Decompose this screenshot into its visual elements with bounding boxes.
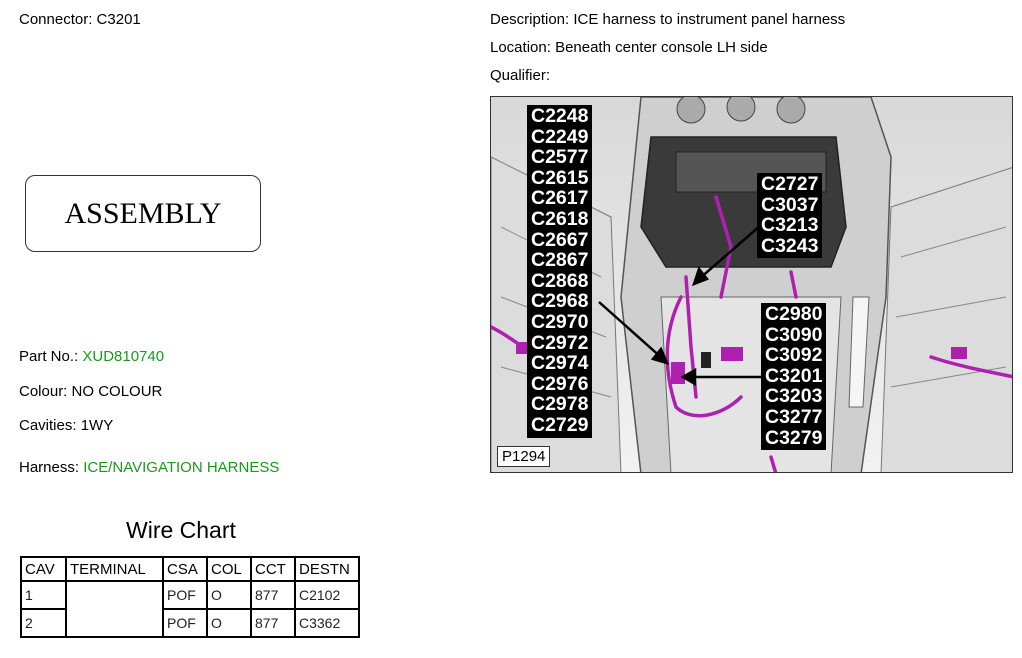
cell-terminal bbox=[66, 581, 163, 637]
wire-chart-table bbox=[20, 556, 360, 638]
colour-value: NO COLOUR bbox=[71, 383, 163, 400]
description-value: ICE harness to instrument panel harness bbox=[573, 11, 846, 28]
connector-code: C2618 bbox=[531, 207, 589, 230]
qualifier-label: Qualifier: bbox=[490, 67, 551, 84]
header-csa: CSA bbox=[163, 557, 207, 581]
location-label: Location: bbox=[490, 39, 551, 56]
header-destn: DESTN bbox=[295, 557, 359, 581]
cell-cct: 877 bbox=[251, 609, 295, 637]
bottom-right-connector-list bbox=[761, 303, 826, 450]
cell-cct: 877 bbox=[251, 581, 295, 609]
connector-code: C2667 bbox=[531, 228, 589, 251]
photo-reference-label: P1294 bbox=[497, 446, 550, 467]
wire-chart-title: Wire Chart bbox=[126, 517, 236, 543]
connector-code: C2248 bbox=[531, 105, 589, 127]
location-photo bbox=[490, 96, 1013, 473]
cell-col: O bbox=[207, 609, 251, 637]
table-row bbox=[21, 581, 359, 609]
cell-col: O bbox=[207, 581, 251, 609]
connector-code: C2615 bbox=[531, 166, 589, 189]
connector-code: C3037 bbox=[761, 193, 819, 216]
assembly-image bbox=[25, 175, 261, 252]
description-field bbox=[490, 11, 845, 28]
qualifier-field bbox=[490, 67, 550, 84]
cavities-value: 1WY bbox=[80, 417, 114, 434]
top-right-connector-list bbox=[757, 173, 822, 258]
connector-code: C3213 bbox=[761, 214, 819, 237]
connector-code: C2577 bbox=[531, 146, 589, 169]
connector-code: C3201 bbox=[765, 364, 823, 387]
connector-code: C2978 bbox=[531, 393, 589, 416]
connector-code: C3279 bbox=[765, 426, 823, 449]
connector-value: C3201 bbox=[96, 11, 141, 28]
connector-code: C2868 bbox=[531, 269, 589, 292]
cell-csa: POF bbox=[163, 609, 207, 637]
connector-code: C3090 bbox=[765, 323, 823, 346]
header-col: COL bbox=[207, 557, 251, 581]
harness-label: Harness: bbox=[19, 459, 80, 476]
connector-code: C2249 bbox=[531, 125, 589, 148]
connector-code: C2617 bbox=[531, 187, 589, 210]
harness-field bbox=[19, 459, 279, 476]
connector-code: C2970 bbox=[531, 310, 589, 333]
connector-code: C2968 bbox=[531, 290, 589, 313]
connector-label: Connector: bbox=[19, 11, 93, 28]
location-field bbox=[490, 39, 768, 56]
harness-value[interactable]: ICE/NAVIGATION HARNESS bbox=[83, 459, 280, 476]
connector-code: C2976 bbox=[531, 372, 589, 395]
connector-code: C2867 bbox=[531, 249, 589, 272]
part-no-field bbox=[19, 348, 164, 365]
connector-field bbox=[19, 11, 141, 28]
header-terminal: TERMINAL bbox=[66, 557, 163, 581]
connector-code: C2974 bbox=[531, 352, 589, 375]
connector-code: C2727 bbox=[761, 173, 819, 195]
header-cct: CCT bbox=[251, 557, 295, 581]
connector-code: C3203 bbox=[765, 385, 823, 408]
part-no-label: Part No.: bbox=[19, 348, 79, 365]
assembly-text: ASSEMBLY bbox=[64, 196, 222, 230]
header-cav: CAV bbox=[21, 557, 66, 581]
cell-csa: POF bbox=[163, 581, 207, 609]
connector-code: C2729 bbox=[531, 413, 589, 436]
location-value: Beneath center console LH side bbox=[555, 39, 768, 56]
cell-destn[interactable]: C2102 bbox=[295, 581, 359, 609]
left-connector-list bbox=[527, 105, 592, 438]
cell-cav: 2 bbox=[21, 609, 66, 637]
colour-label: Colour: bbox=[19, 383, 68, 400]
connector-code: C3277 bbox=[765, 405, 823, 428]
connector-code: C3092 bbox=[765, 344, 823, 367]
cavities-label: Cavities: bbox=[19, 417, 77, 434]
part-no-value[interactable]: XUD810740 bbox=[82, 348, 165, 365]
cavities-field bbox=[19, 417, 113, 434]
connector-code: C3243 bbox=[761, 234, 819, 257]
colour-field bbox=[19, 383, 162, 400]
description-label: Description: bbox=[490, 11, 570, 28]
cell-cav: 1 bbox=[21, 581, 66, 609]
cell-destn[interactable]: C3362 bbox=[295, 609, 359, 637]
connector-code: C2972 bbox=[531, 331, 589, 354]
wire-chart-header-row bbox=[21, 557, 359, 581]
connector-code: C2980 bbox=[765, 303, 823, 325]
